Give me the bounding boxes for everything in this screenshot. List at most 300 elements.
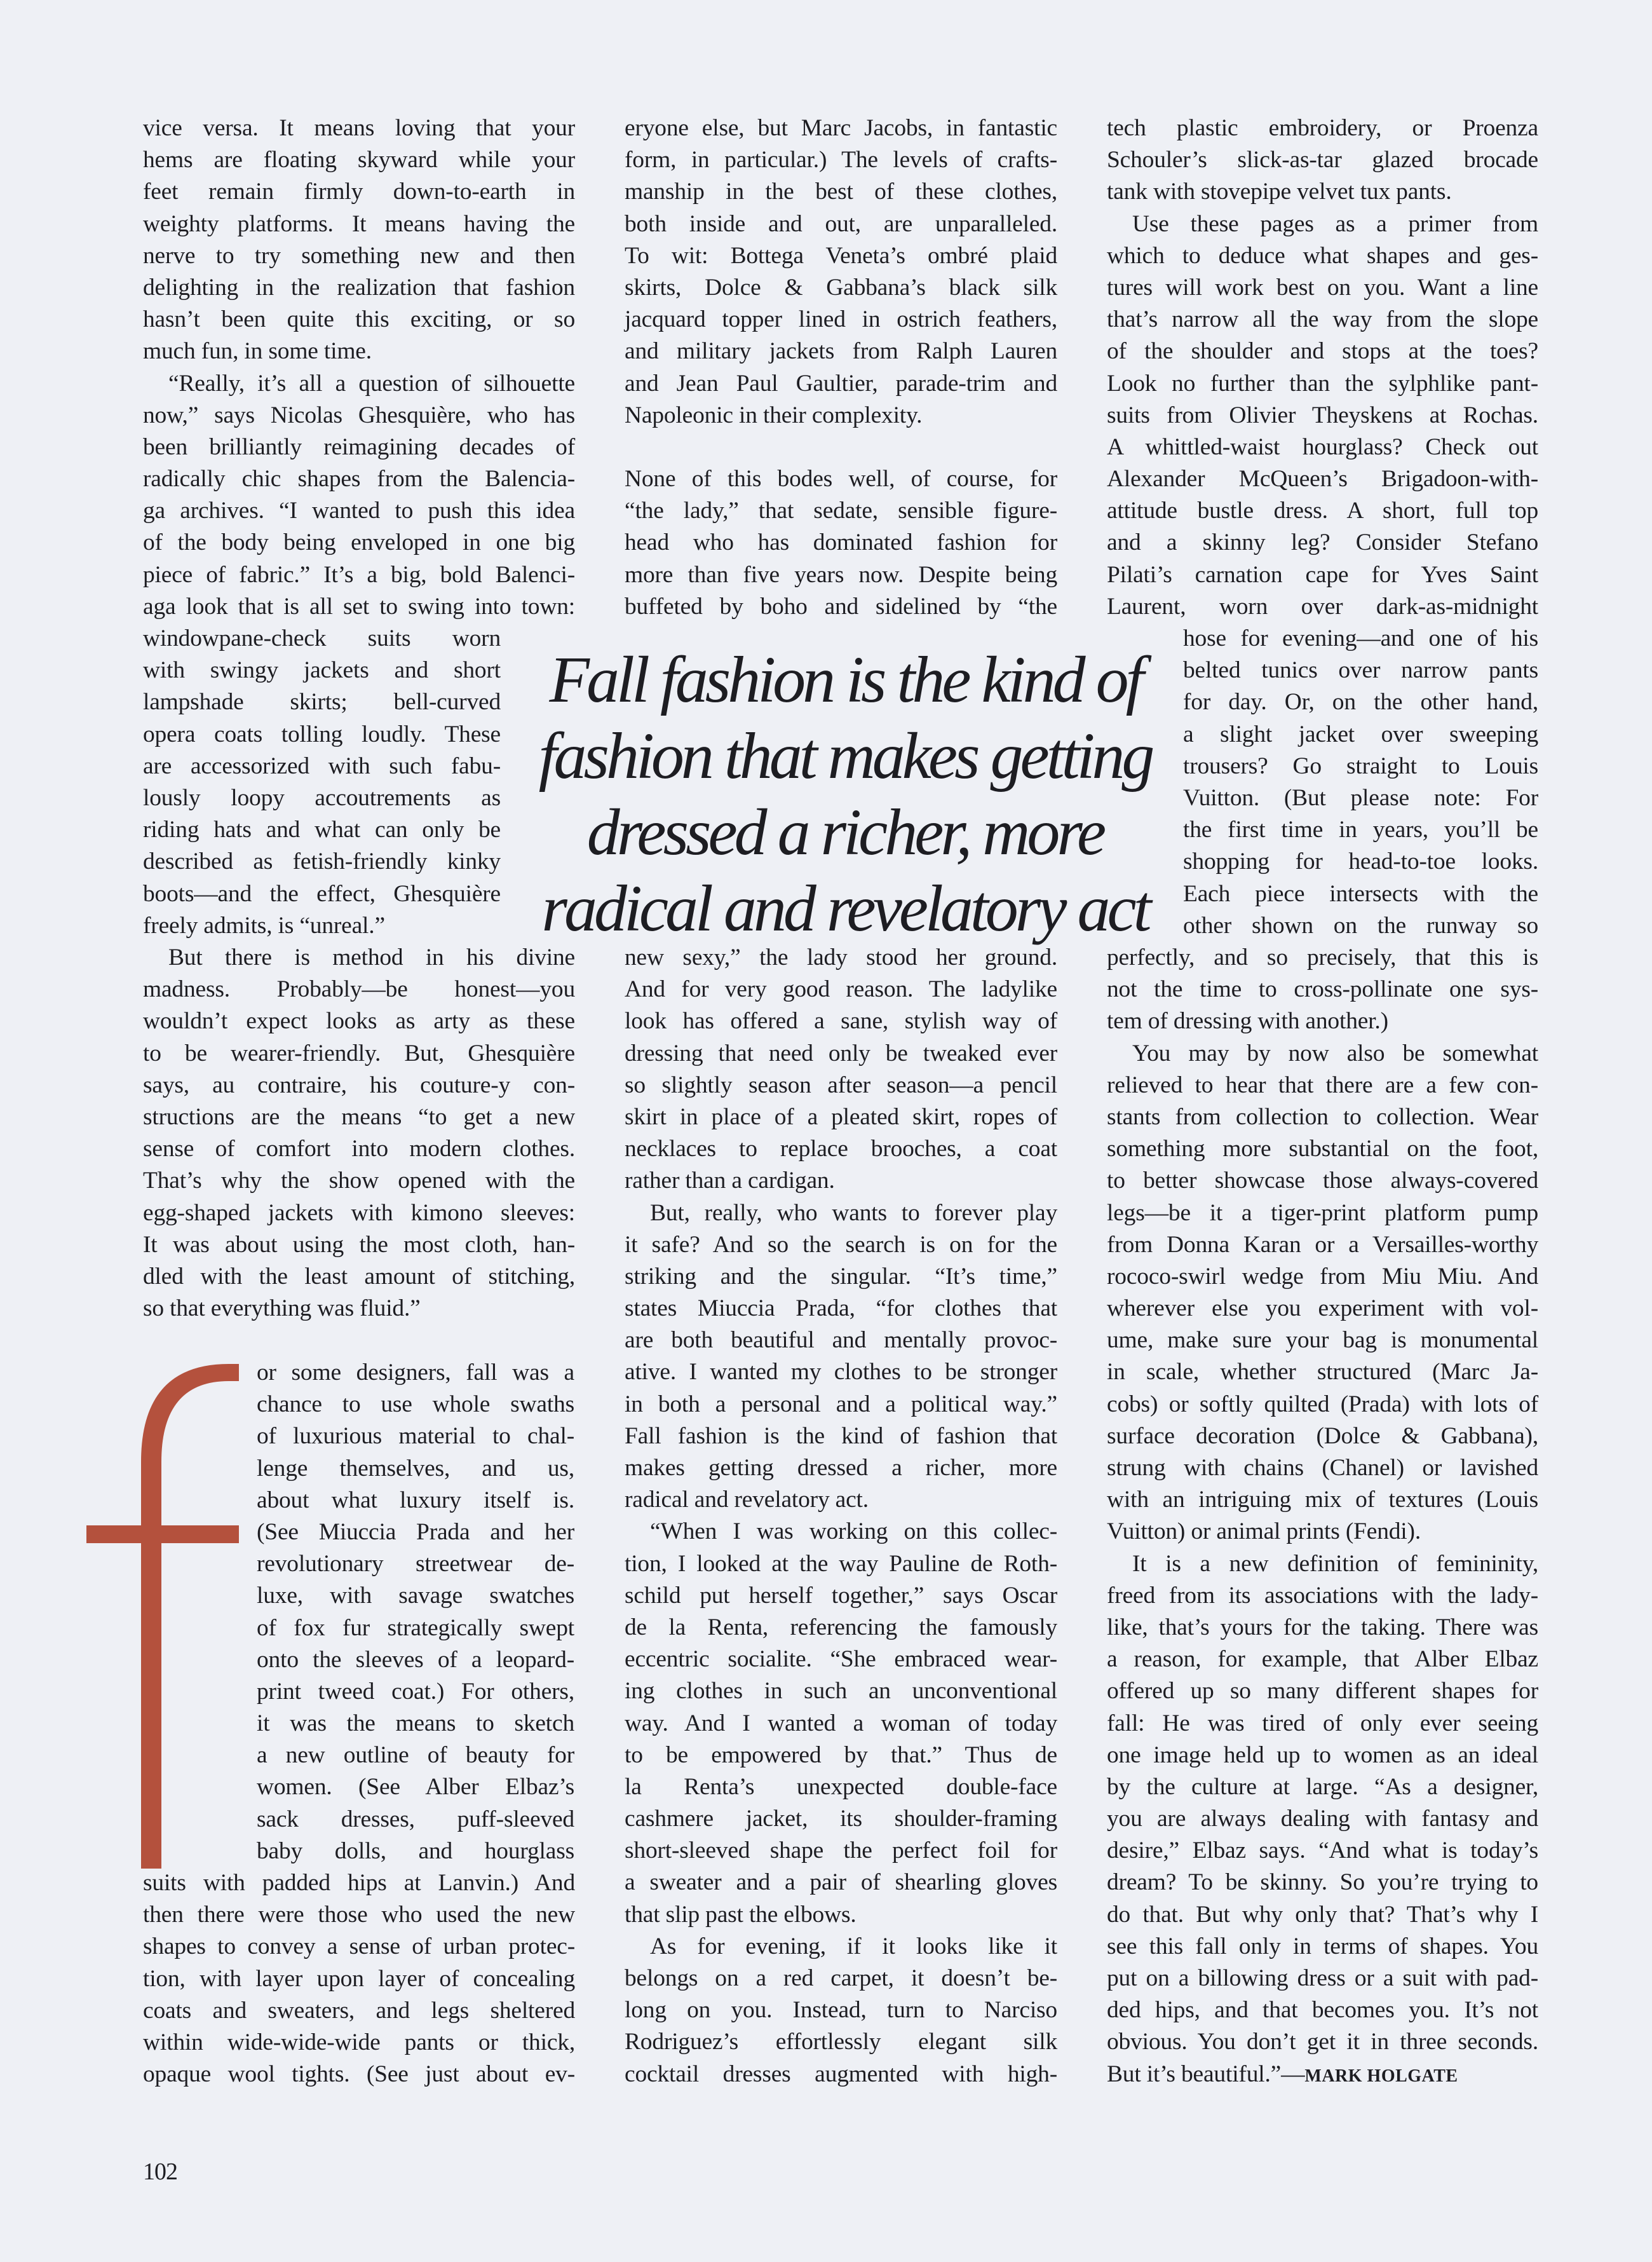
text-line-content: of luxurious material to chal- <box>257 1423 574 1450</box>
text-line-content: to better showcase those always-covered <box>1107 1168 1538 1194</box>
text-line-content: hose for evening—and one of his <box>1183 625 1538 651</box>
text-line <box>143 176 575 208</box>
text-line <box>1107 1899 1538 1931</box>
text-line <box>625 2026 1057 2058</box>
text-line-content: cocktail dresses augmented with high- <box>625 2061 1057 2087</box>
text-line <box>257 1516 574 1548</box>
text-line-content: rococo-swirl wedge from Miu Miu. And <box>1107 1263 1538 1290</box>
text-line <box>257 1421 574 1452</box>
text-line-content: then there were those who used the new <box>143 1902 575 1928</box>
text-line <box>625 1421 1057 1452</box>
text-line <box>143 368 575 400</box>
pull-quote-line: radical and revelatory act <box>541 872 1149 945</box>
text-line <box>625 1389 1057 1421</box>
text-line <box>1107 591 1538 623</box>
text-line <box>257 1357 574 1389</box>
text-line-content: suits with padded hips at Lanvin.) And <box>143 1870 575 1896</box>
text-line <box>143 272 575 304</box>
text-line-content: opaque wool tights. (See just about ev- <box>143 2061 575 2088</box>
text-line <box>1107 2026 1538 2058</box>
text-line <box>143 2059 575 2090</box>
text-line-content: suits from Olivier Theyskens at Rochas. <box>1107 402 1538 428</box>
text-line <box>625 1994 1057 2026</box>
text-line-content: baby dolls, and hourglass <box>257 1837 574 1864</box>
text-line-content: hasn’t been quite this exciting, or so <box>143 306 575 333</box>
text-line-content: Vuitton) or animal prints (Fendi). <box>1107 1518 1421 1545</box>
text-line <box>1107 432 1538 463</box>
text-line <box>625 974 1057 1005</box>
text-line-content: and a skinny leg? Consider Stefano <box>1107 529 1538 556</box>
text-line-content: way. And I wanted a woman of today <box>625 1710 1057 1736</box>
author-byline: MARK HOLGATE <box>1304 2066 1458 2086</box>
column-2-text-top <box>625 112 1057 432</box>
text-line-content: surface decoration (Dolce & Gabbana), <box>1107 1422 1538 1449</box>
text-line-content: But it’s beautiful.”— <box>1107 2061 1305 2087</box>
text-line <box>1183 782 1538 814</box>
text-line-content: relieved to hear that there are a few con- <box>1107 1072 1538 1098</box>
text-line-content: so slightly season after season—a pencil <box>625 1072 1057 1098</box>
text-line <box>625 1644 1057 1675</box>
text-line <box>1107 1740 1538 1771</box>
text-line-content: by the culture at large. “As a designer, <box>1107 1773 1538 1800</box>
text-line <box>625 1580 1057 1612</box>
text-line-content: To wit: Bottega Veneta’s ombré plaid <box>625 242 1057 269</box>
text-line <box>257 1771 574 1803</box>
text-line <box>1183 878 1538 910</box>
text-line-content: and Jean Paul Gaultier, parade-trim and <box>625 370 1057 397</box>
text-line-content: both inside and out, are unparalleled. <box>625 210 1057 237</box>
text-line <box>1107 1644 1538 1675</box>
text-line <box>1107 176 1538 208</box>
text-line <box>1107 1165 1538 1197</box>
text-line <box>1107 1516 1538 1548</box>
text-line <box>143 878 501 910</box>
text-line <box>625 208 1057 240</box>
text-line <box>625 1548 1057 1580</box>
text-line <box>1107 1484 1538 1516</box>
text-line <box>143 1931 575 1963</box>
text-line <box>625 1101 1057 1133</box>
page-number: 102 <box>143 2158 177 2185</box>
text-line <box>1183 623 1538 655</box>
text-line-content: jacquard topper lined in ostrich feathers, <box>625 306 1057 333</box>
text-line-content: been brilliantly reimagining decades of <box>143 433 575 460</box>
text-line <box>1107 1612 1538 1644</box>
text-line-content: skirt in place of a pleated skirt, ropes of <box>625 1103 1057 1130</box>
column-2-text-bottom <box>625 942 1057 2090</box>
text-line-content: dream? To be skinny. So you’re trying to <box>1107 1869 1538 1896</box>
text-line <box>1107 1261 1538 1293</box>
text-line <box>1107 1963 1538 1994</box>
text-line-content: de la Renta, referencing the famously <box>625 1614 1057 1640</box>
text-line <box>143 1165 575 1197</box>
column-1-text-middle <box>143 942 575 1325</box>
text-line-content: see this fall only in terms of shapes. You <box>1107 1933 1538 1959</box>
column-1-text-bottom <box>143 1867 575 2090</box>
text-line-content: coats and sweaters, and legs sheltered <box>143 1997 575 2024</box>
text-line <box>143 400 575 432</box>
text-line-content: Vuitton. (But please note: For <box>1183 784 1538 811</box>
text-line-content: And for very good reason. The ladylike <box>625 976 1057 1003</box>
text-line <box>625 1740 1057 1771</box>
text-line <box>625 112 1057 144</box>
text-line <box>1107 1197 1538 1229</box>
text-line-content: now,” says Nicolas Ghesquière, who has <box>143 402 575 428</box>
text-line-content: tion, with layer upon layer of concealing <box>143 1965 575 1992</box>
text-line-content: one image held up to women as an ideal <box>1107 1741 1538 1768</box>
text-line <box>1107 1038 1538 1070</box>
text-line <box>143 559 575 591</box>
text-line <box>143 495 575 527</box>
text-line-content: so that everything was fluid.” <box>143 1295 421 1322</box>
pull-quote-line: fashion that makes getting <box>538 719 1152 793</box>
text-line <box>257 1453 574 1485</box>
text-line <box>625 400 1057 432</box>
text-line-content: Alexander McQueen’s Brigadoon-with- <box>1107 466 1538 493</box>
text-line <box>625 527 1057 559</box>
text-line <box>257 1644 574 1676</box>
text-line-content: shapes to convey a sense of urban protec- <box>143 1933 575 1960</box>
text-line-content: opera coats tolling loudly. These <box>143 721 501 747</box>
text-line <box>143 782 501 814</box>
text-line-content: radically chic shapes from the Balencia- <box>143 466 575 493</box>
text-line-content: sense of comfort into modern clothes. <box>143 1136 575 1162</box>
text-line-content: that’s narrow all the way from the slope <box>1107 306 1538 333</box>
text-line <box>257 1708 574 1740</box>
text-line <box>625 2059 1057 2090</box>
text-line <box>625 176 1057 208</box>
text-line-content: buffeted by boho and sidelined by “the <box>625 593 1057 620</box>
text-line <box>257 1740 574 1771</box>
text-line <box>1107 1070 1538 1101</box>
text-line-content: of the body being enveloped in one big <box>143 529 575 556</box>
text-line-content: hems are floating skyward while your <box>143 147 575 174</box>
text-line <box>143 144 575 176</box>
text-line-content: cashmere jacket, its shoulder-framing <box>625 1806 1057 1832</box>
text-line-content: for day. Or, on the other hand, <box>1183 689 1538 716</box>
text-line-content: fall: He was tired of only ever seeing <box>1107 1710 1538 1736</box>
text-line-content: shopping for head-to-toe looks. <box>1183 848 1538 875</box>
text-line-content: other shown on the runway so <box>1183 912 1538 939</box>
text-line-content: (See Miuccia Prada and her <box>257 1518 574 1545</box>
text-line-content: sack dresses, puff-sleeved <box>257 1806 574 1832</box>
text-line <box>625 1708 1057 1740</box>
text-line <box>625 1484 1057 1516</box>
text-line <box>143 623 501 655</box>
text-line-content: it safe? And so the search is on for the <box>625 1231 1057 1258</box>
text-line <box>143 1899 575 1931</box>
text-line <box>625 240 1057 272</box>
text-line <box>143 1867 575 1899</box>
text-line <box>625 495 1057 527</box>
text-line-content: belted tunics over narrow pants <box>1183 657 1538 684</box>
text-line-content: much fun, in some time. <box>143 338 372 365</box>
text-line-content: rather than a cardigan. <box>625 1168 835 1194</box>
text-line-content: ded hips, and that becomes you. It’s not <box>1107 1997 1538 2024</box>
text-line <box>625 1867 1057 1898</box>
text-line-content: egg-shaped jackets with kimono sleeves: <box>143 1199 575 1226</box>
text-line-content: Laurent, worn over dark-as-midnight <box>1107 593 1538 620</box>
text-line-content: tech plastic embroidery, or Proenza <box>1107 115 1538 141</box>
text-line-content: piece of fabric.” It’s a big, bold Balenci- <box>143 561 575 588</box>
text-line-content: windowpane-check suits worn <box>143 625 501 651</box>
text-line <box>1107 1005 1538 1037</box>
dropcap-paragraph <box>257 1357 574 1867</box>
text-line-content: that slip past the elbows. <box>625 1901 856 1928</box>
text-line-content: Rodriguez’s effortlessly elegant silk <box>625 2029 1057 2055</box>
text-line <box>143 1261 575 1293</box>
text-line-content: feet remain firmly down-to-earth in <box>143 179 575 205</box>
text-line <box>1107 1325 1538 1356</box>
text-line-content: Use these pages as a primer from <box>1132 210 1538 237</box>
text-line <box>143 112 575 144</box>
text-line-content: long on you. Instead, turn to Narciso <box>625 1997 1057 2024</box>
text-line-content: tures will work best on you. Want a line <box>1107 274 1538 301</box>
text-line <box>1107 1771 1538 1803</box>
text-line <box>1107 2059 1538 2090</box>
text-line-content: “Really, it’s all a question of silhouette <box>168 370 575 397</box>
text-line <box>1107 336 1538 367</box>
text-line-content: ative. I wanted my clothes to be stronger <box>625 1359 1057 1386</box>
text-line-content: tion, I looked at the way Pauline de Roth- <box>625 1550 1057 1577</box>
text-line-content: legs—be it a tiger-print platform pump <box>1107 1199 1538 1226</box>
pull-quote-line: dressed a richer, more <box>586 796 1104 869</box>
text-line-content: the first time in years, you’ll be <box>1183 817 1538 843</box>
text-line <box>625 1931 1057 1963</box>
column-2-text-section <box>625 463 1057 623</box>
text-line-content: weighty platforms. It means having the <box>143 210 575 237</box>
text-line-content: new sexy,” the lady stood her ground. <box>625 944 1057 971</box>
text-line <box>1107 1293 1538 1325</box>
text-line <box>625 1197 1057 1229</box>
text-line-content: perfectly, and so precisely, that this is <box>1107 944 1538 971</box>
text-line <box>1107 463 1538 495</box>
column-3-text-bottom <box>1107 942 1538 2090</box>
text-line-content: ume, make sure your bag is monumental <box>1107 1327 1538 1354</box>
text-line-content: stants from collection to collection. Wear <box>1107 1103 1538 1130</box>
text-line <box>1107 1931 1538 1963</box>
text-line <box>625 144 1057 176</box>
text-line-content: a new outline of beauty for <box>257 1742 574 1769</box>
text-line <box>1183 719 1538 751</box>
text-line-content: delighting in the realization that fashion <box>143 274 575 301</box>
text-line-content: belongs on a red carpet, it doesn’t be- <box>625 1965 1057 1991</box>
text-line-content: look has offered a sane, stylish way of <box>625 1008 1057 1035</box>
text-line-content: about what luxury itself is. <box>257 1487 574 1513</box>
text-line-content: Schouler’s slick-as-tar glazed brocade <box>1107 147 1538 174</box>
text-line <box>625 1803 1057 1835</box>
text-line <box>1107 527 1538 559</box>
text-line-content: a slight jacket over sweeping <box>1183 721 1538 747</box>
text-line-content: Napoleonic in their complexity. <box>625 402 923 428</box>
text-line <box>257 1485 574 1516</box>
text-line <box>257 1804 574 1836</box>
text-line-content: states Miuccia Prada, “for clothes that <box>625 1295 1057 1322</box>
text-line <box>1107 144 1538 176</box>
text-line <box>143 1133 575 1165</box>
text-line <box>143 527 575 559</box>
text-line <box>1107 1580 1538 1612</box>
text-line-content: lenge themselves, and us, <box>257 1455 574 1482</box>
text-line-content: which to deduce what shapes and ges- <box>1107 242 1538 269</box>
text-line <box>1183 751 1538 782</box>
text-line <box>143 2027 575 2059</box>
text-line <box>143 719 501 751</box>
text-line-content: structions are the means “to get a new <box>143 1103 575 1130</box>
text-line <box>1107 112 1538 144</box>
text-line <box>1183 686 1538 718</box>
text-line <box>143 974 575 1005</box>
text-line <box>257 1612 574 1644</box>
text-line <box>143 910 501 942</box>
text-line-content: and military jackets from Ralph Lauren <box>625 338 1057 365</box>
text-line <box>625 591 1057 623</box>
text-line <box>143 463 575 495</box>
text-line <box>625 272 1057 304</box>
text-line-content: tank with stovepipe velvet tux pants. <box>1107 179 1452 205</box>
text-line-content: women. (See Alber Elbaz’s <box>257 1774 574 1801</box>
text-line <box>625 1899 1057 1931</box>
text-line-content: chance to use whole swaths <box>257 1391 574 1418</box>
text-line-content: cobs) or softly quilted (Prada) with lots of <box>1107 1391 1538 1417</box>
text-line-content: radical and revelatory act. <box>625 1487 869 1513</box>
text-line <box>143 432 575 463</box>
text-line-content: ing clothes in such an unconventional <box>625 1678 1057 1705</box>
text-line <box>1107 1867 1538 1898</box>
text-line <box>625 1165 1057 1197</box>
text-line <box>625 304 1057 336</box>
text-line-content: form, in particular.) The levels of crafts- <box>625 147 1057 174</box>
text-line <box>1107 1133 1538 1165</box>
text-line-content: Pilati’s carnation cape for Yves Saint <box>1107 561 1538 588</box>
text-line <box>1107 1421 1538 1452</box>
text-line-content: Look no further than the sylphlike pant- <box>1107 370 1538 397</box>
text-line-content: like, that’s yours for the taking. There was <box>1107 1614 1538 1640</box>
text-line <box>1107 304 1538 336</box>
text-line <box>625 1070 1057 1101</box>
text-line-content: None of this bodes well, of course, for <box>625 466 1057 492</box>
text-line-content: striking and the singular. “It’s time,” <box>625 1263 1057 1290</box>
text-line <box>1183 655 1538 686</box>
text-line-content: within wide-wide-wide pants or thick, <box>143 2029 575 2055</box>
text-line-content: obvious. You don’t get it in three seconds. <box>1107 2029 1538 2055</box>
text-line-content: freely admits, is “unreal.” <box>143 912 385 939</box>
text-line-content: are both beautiful and mentally provoc- <box>625 1327 1057 1354</box>
text-line <box>143 208 575 240</box>
text-line <box>1107 208 1538 240</box>
text-line-content: desire,” Elbaz says. “And what is today’s <box>1107 1837 1538 1864</box>
text-line <box>1107 1675 1538 1707</box>
text-line <box>1107 1389 1538 1421</box>
text-line-content: head who has dominated fashion for <box>625 529 1057 556</box>
text-line <box>1107 1994 1538 2026</box>
text-line <box>1107 1803 1538 1835</box>
text-line <box>1107 942 1538 974</box>
text-line <box>625 1516 1057 1548</box>
text-line <box>625 1261 1057 1293</box>
text-line <box>1107 240 1538 272</box>
text-line <box>143 814 501 846</box>
text-line-content: you are always dealing with fantasy and <box>1107 1806 1538 1832</box>
text-line-content: it was the means to sketch <box>257 1710 574 1737</box>
text-line <box>1107 1229 1538 1261</box>
text-line <box>1107 1708 1538 1740</box>
text-line-content: more than five years now. Despite being <box>625 561 1057 588</box>
text-line-content: lously loopy accoutrements as <box>143 784 501 811</box>
text-line <box>143 942 575 974</box>
text-line <box>143 1005 575 1037</box>
text-line <box>143 1101 575 1133</box>
text-line <box>1183 910 1538 942</box>
text-line <box>143 1070 575 1101</box>
text-line-content: short-sleeved shape the perfect foil for <box>625 1837 1057 1864</box>
text-line-content: revolutionary streetwear de- <box>257 1551 574 1577</box>
text-line-content: aga look that is all set to swing into town: <box>143 593 575 620</box>
text-line <box>1107 1101 1538 1133</box>
text-line <box>1107 368 1538 400</box>
text-line <box>143 1995 575 2027</box>
text-line-content: la Renta’s unexpected double-face <box>625 1773 1057 1800</box>
text-line <box>143 1293 575 1325</box>
text-line-content: skirts, Dolce & Gabbana’s black silk <box>625 274 1057 301</box>
column-1-text-top <box>143 112 575 623</box>
text-line-content: As for evening, if it looks like it <box>650 1933 1057 1959</box>
text-line <box>1107 1548 1538 1580</box>
text-line-content: boots—and the effect, Ghesquière <box>143 880 501 907</box>
text-line-content: to be empowered by that.” Thus de <box>625 1741 1057 1768</box>
text-line-content: wouldn’t expect looks as arty as these <box>143 1008 575 1035</box>
text-line-content: A whittled-waist hourglass? Check out <box>1107 433 1538 460</box>
text-line-content: with an intriguing mix of textures (Louis <box>1107 1487 1538 1513</box>
text-line-content: not the time to cross-pollinate one sys- <box>1107 976 1538 1003</box>
text-line <box>1107 1356 1538 1388</box>
text-line <box>625 1133 1057 1165</box>
text-line-content: necklaces to replace brooches, a coat <box>625 1136 1057 1162</box>
text-line-content: manship in the best of these clothes, <box>625 179 1057 205</box>
text-line-content: You may by now also be somewhat <box>1132 1040 1538 1066</box>
text-line-content: of the shoulder and stops at the toes? <box>1107 338 1538 365</box>
text-line-content: lampshade skirts; bell-curved <box>143 689 501 716</box>
text-line-content: luxe, with savage swatches <box>257 1583 574 1609</box>
text-line-content: That’s why the show opened with the <box>143 1168 575 1194</box>
text-line <box>1183 846 1538 878</box>
text-line-content: or some designers, fall was a <box>257 1359 574 1386</box>
text-line-content: “When I was working on this collec- <box>650 1518 1057 1545</box>
text-line-content: dled with the least amount of stitching, <box>143 1263 575 1290</box>
text-line <box>1107 1835 1538 1867</box>
text-line <box>143 846 501 878</box>
text-line <box>625 1452 1057 1484</box>
text-line-content: put on a billowing dress or a suit with pad- <box>1107 1965 1538 1991</box>
text-line-content: are accessorized with such fabu- <box>143 753 501 779</box>
text-line-content: a sweater and a pair of shearling gloves <box>625 1869 1057 1896</box>
text-line <box>625 463 1057 495</box>
text-line <box>143 336 575 367</box>
text-line-content: eryone else, but Marc Jacobs, in fantastic <box>625 115 1057 141</box>
text-line <box>625 1963 1057 1994</box>
text-line <box>625 1038 1057 1070</box>
text-line-content: “the lady,” that sedate, sensible figure- <box>625 498 1057 524</box>
text-line-content: described as fetish-friendly kinky <box>143 848 501 875</box>
text-line <box>625 1005 1057 1037</box>
text-line <box>143 240 575 272</box>
text-line-content: in scale, whether structured (Marc Ja- <box>1107 1359 1538 1386</box>
text-line <box>625 336 1057 367</box>
text-line-content: a reason, for example, that Alber Elbaz <box>1107 1646 1538 1673</box>
text-line-content: wherever else you experiment with vol- <box>1107 1295 1538 1322</box>
pull-quote-line: Fall fashion is the kind of <box>549 643 1141 716</box>
text-line <box>143 591 575 623</box>
